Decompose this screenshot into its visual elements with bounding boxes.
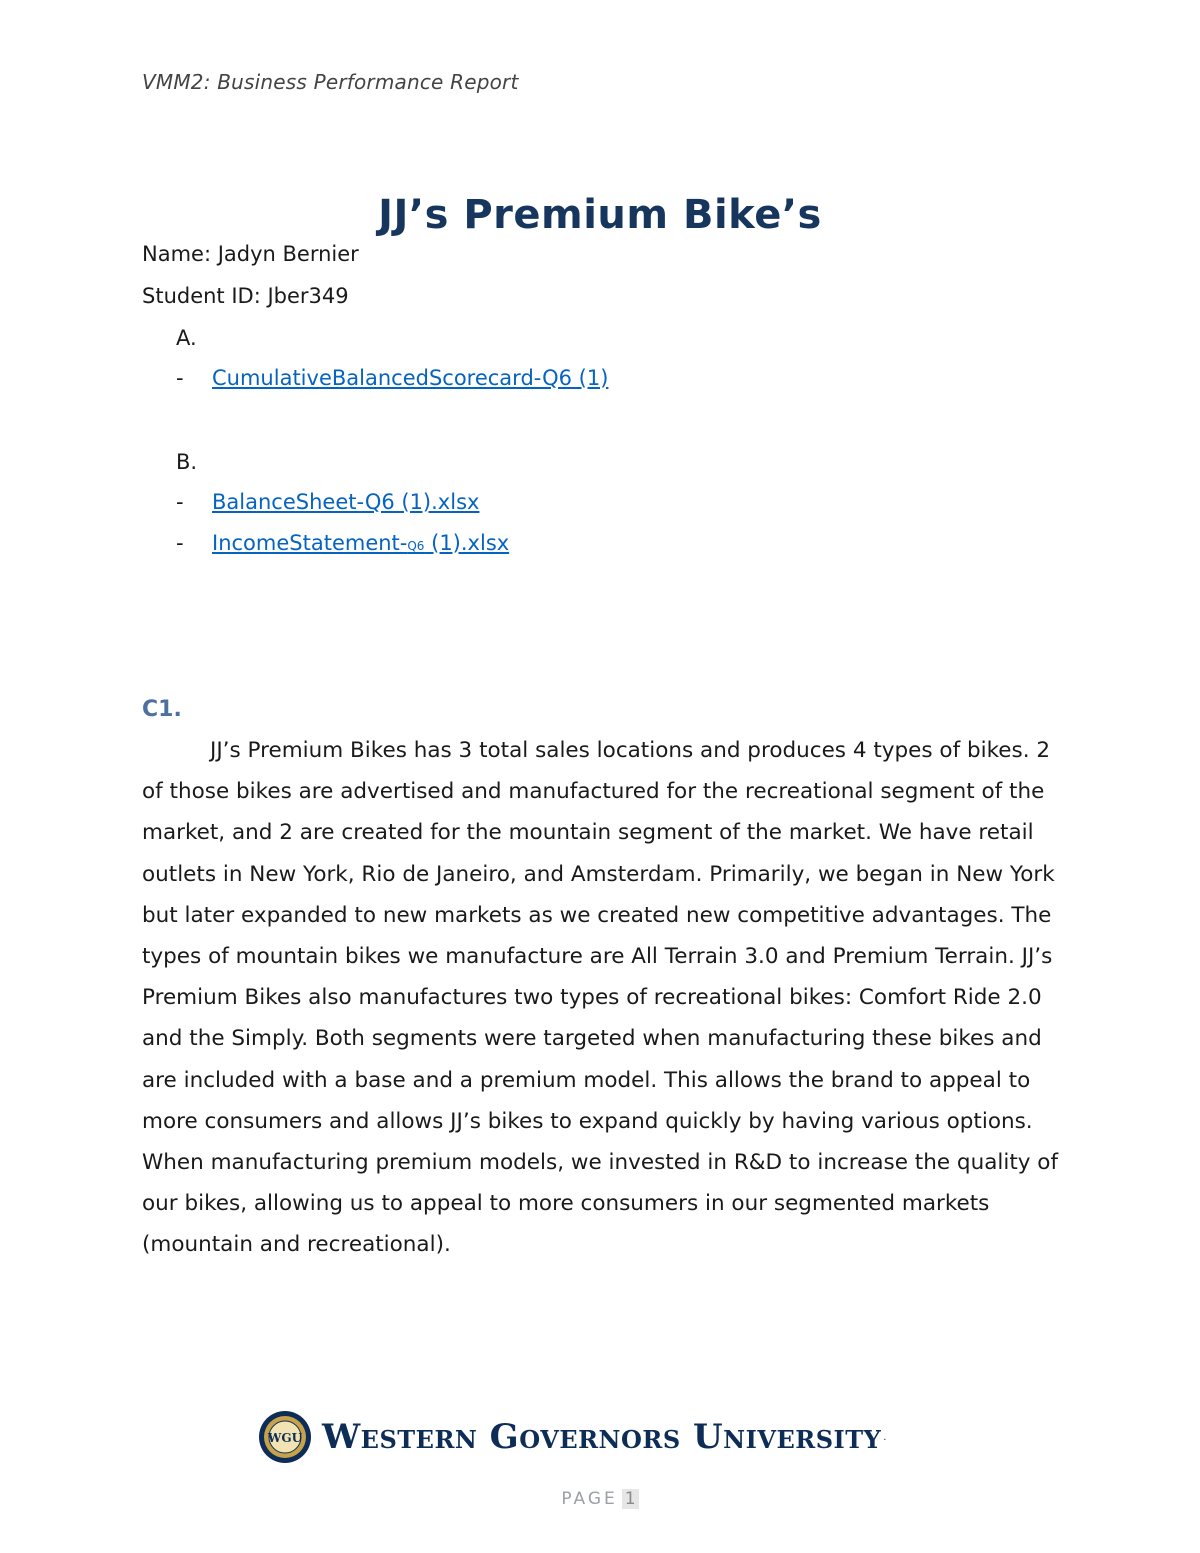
balance-sheet-link[interactable]: BalanceSheet-Q6 (1).xlsx (212, 490, 480, 514)
c1-paragraph-text: JJ’s Premium Bikes has 3 total sales locations and produces 4 types of bikes. 2 of those bikes are advertised and manufactured for the recreational segment of the market, and 2 are created for the mountain segment of the market. We have retail outlets in New York, Rio de Janeiro, and Amsterdam. Primarily, we began in New York but later expanded to new markets as we created new competitive advantages. The types of mountain bikes we manufacture are All Terrain 3.0 and Premium Terrain. JJ’s Premium Bikes also manufactures two types of recreational bikes: Comfort Ride 2.0 and the Simply. Both segments were targeted when manufacturing these bikes and are included with a base and a premium model. This allows the brand to appeal to more consumers and allows JJ’s bikes to expand quickly by having various options. When manufacturing premium models, we invested in R&D to increase the quality of our bikes, allowing us to appeal to more consumers in our segmented markets (mountain and recreational). (142, 738, 1059, 1258)
bullet-dash: - (176, 366, 184, 390)
name-line: Name: Jadyn Bernier (142, 242, 359, 266)
page-label: PAGE (561, 1489, 618, 1509)
scorecard-link[interactable]: CumulativeBalancedScorecard-Q6 (1) (212, 366, 609, 390)
link-text-suffix: (1).xlsx (424, 531, 510, 555)
trademark-mark: . (883, 1431, 887, 1443)
bullet-dash: - (176, 531, 184, 555)
page-number (0, 1489, 1200, 1509)
c1-paragraph (142, 730, 1062, 1266)
bullet-dash: - (176, 490, 184, 514)
link-text-prefix: IncomeStatement- (212, 531, 408, 555)
running-header: VMM2: Business Performance Report (142, 70, 519, 94)
list-item (176, 531, 509, 555)
income-statement-link[interactable] (212, 531, 509, 555)
document-title: JJ’s Premium Bike’s (378, 192, 822, 238)
student-id-line: Student ID: Jber349 (142, 284, 349, 308)
page-number-value: 1 (622, 1489, 639, 1509)
university-seal-icon (258, 1410, 312, 1464)
section-a-label: A. (176, 326, 197, 350)
seal-lettering: WGU (267, 1431, 303, 1445)
logo-wordmark: Western Governors University (322, 1417, 882, 1457)
section-c1-heading: C1. (142, 697, 182, 722)
link-text-small: Q6 (407, 539, 425, 553)
list-item (176, 490, 479, 514)
section-b-label: B. (176, 450, 198, 474)
wgu-logo (258, 1410, 886, 1464)
list-item (176, 366, 608, 390)
